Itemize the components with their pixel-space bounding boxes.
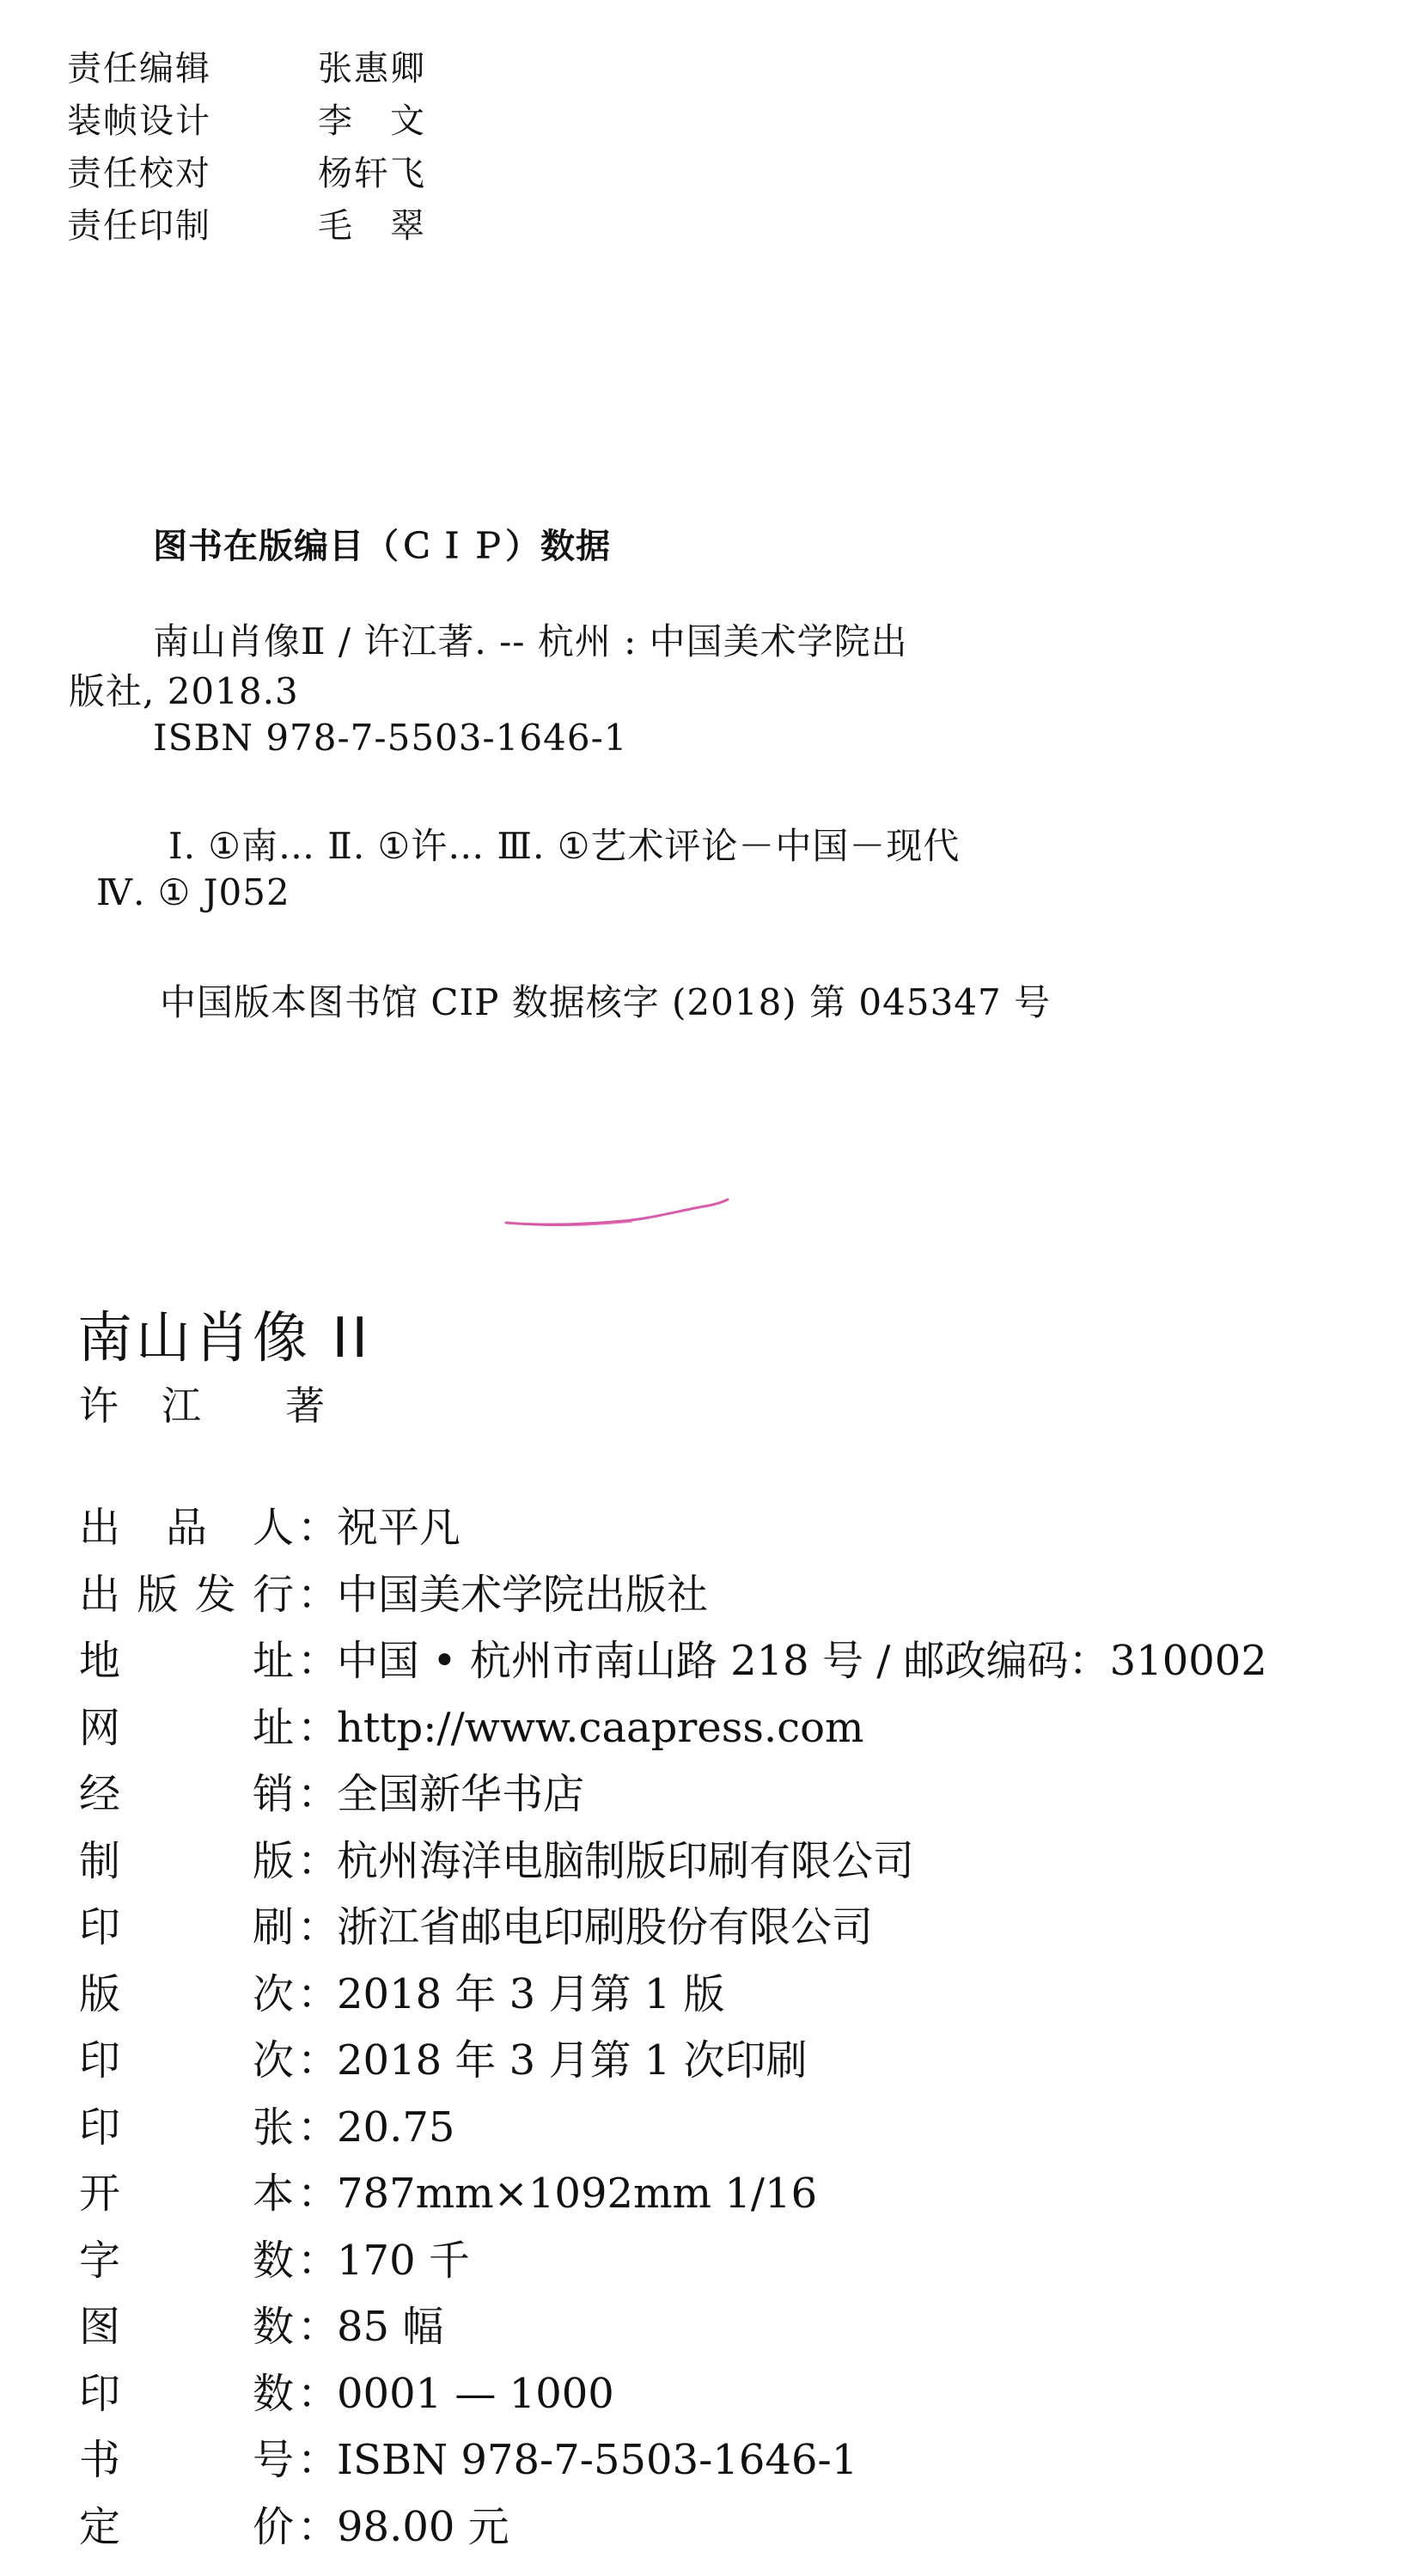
info-colon: ： (297, 2170, 339, 2218)
info-label-char: 数 (252, 2369, 294, 2418)
cip-entry-line-1: 南山肖像Ⅱ / 许江著. -- 杭州 : 中国美术学院出 (153, 620, 908, 662)
info-label-char: 人 (252, 1504, 294, 1552)
info-value: 0001 — 1000 (337, 2369, 614, 2418)
cip-heading: 图书在版编目（ＣＩＰ）数据 (153, 527, 611, 566)
info-label-char: 网 (79, 1703, 121, 1752)
credit-role: 装帧设计 (67, 101, 211, 141)
info-value: 98.00 元 (337, 2502, 509, 2551)
info-label-char: 张 (252, 2103, 294, 2152)
info-label (79, 2028, 294, 2095)
info-value: 787mm×1092mm 1/16 (337, 2170, 818, 2218)
cip-classification-line-2: Ⅳ. ① J052 (96, 871, 290, 913)
info-label (79, 2427, 294, 2494)
info-colon: ： (297, 2303, 339, 2351)
cip-isbn-line: ISBN 978-7-5503-1646-1 (153, 717, 628, 759)
info-colon: ： (297, 1570, 339, 1619)
cip-entry-line-2: 版社, 2018.3 (69, 670, 299, 712)
credit-role: 责任印制 (67, 206, 211, 246)
info-label-char: 经 (79, 1770, 121, 1818)
credit-role: 责任校对 (67, 154, 211, 193)
info-colon: ： (297, 1903, 339, 1951)
info-label-char: 销 (252, 1770, 294, 1818)
info-label-char: 价 (252, 2502, 294, 2551)
info-label-char: 品 (165, 1504, 207, 1552)
info-value: 中国美术学院出版社 (337, 1570, 709, 1619)
credit-role: 责任编辑 (67, 49, 211, 89)
credit-name: 张惠卿 (318, 49, 426, 89)
info-label-char: 印 (79, 2369, 121, 2418)
info-value: 2018 年 3 月第 1 次印刷 (337, 2036, 808, 2085)
info-label-char: 行 (252, 1570, 294, 1619)
cip-verification-number: 中国版本图书馆 CIP 数据核字 (2018) 第 045347 号 (160, 981, 1052, 1023)
info-label-char: 号 (252, 2436, 294, 2484)
info-value: 170 千 (337, 2236, 470, 2285)
info-label-char: 次 (252, 1969, 294, 2018)
info-label (79, 1695, 294, 1762)
book-author: 许 江 著 (79, 1383, 326, 1429)
info-label-char: 书 (79, 2436, 121, 2484)
cip-classification-line-1: Ⅰ. ①南… Ⅱ. ①许… Ⅲ. ①艺术评论－中国－现代 (168, 825, 961, 867)
info-label-char: 图 (79, 2303, 121, 2351)
info-label (79, 1828, 294, 1895)
info-label (79, 1628, 294, 1695)
info-colon: ： (297, 2236, 339, 2285)
info-value: 全国新华书店 (337, 1770, 585, 1818)
info-label (79, 1895, 294, 1962)
info-colon: ： (297, 2436, 339, 2484)
info-label (79, 1761, 294, 1828)
info-value: 20.75 (337, 2103, 455, 2152)
info-label-char: 址 (252, 1703, 294, 1752)
info-colon: ： (297, 2036, 339, 2085)
info-label (79, 2361, 294, 2428)
info-colon: ： (297, 1836, 339, 1885)
info-colon: ： (297, 1770, 339, 1818)
info-label (79, 2095, 294, 2162)
info-label-char: 次 (252, 2036, 294, 2085)
info-colon: ： (297, 2369, 339, 2418)
info-label-char: 数 (252, 2303, 294, 2351)
pen-stroke-mark (503, 1190, 730, 1233)
info-label-char: 制 (79, 1836, 121, 1885)
info-colon: ： (297, 2103, 339, 2152)
info-label-char: 出 (79, 1504, 121, 1552)
info-colon: ： (297, 1637, 339, 1685)
info-colon: ： (297, 1703, 339, 1752)
info-label-char: 地 (79, 1637, 121, 1685)
info-value: 祝平凡 (337, 1504, 461, 1552)
info-label-char: 定 (79, 2502, 121, 2551)
info-label (79, 2294, 294, 2361)
info-label-char: 印 (79, 1903, 121, 1951)
info-label-char: 数 (252, 2236, 294, 2285)
credit-name: 李 文 (318, 101, 426, 141)
info-label (79, 2494, 294, 2561)
info-label-char: 版 (79, 1969, 121, 2018)
info-label-char: 版 (252, 1836, 294, 1885)
info-label (79, 2161, 294, 2228)
info-label (79, 1562, 294, 1629)
info-value: 2018 年 3 月第 1 版 (337, 1969, 725, 2018)
info-colon: ： (297, 2502, 339, 2551)
info-label-char: 发 (194, 1570, 236, 1619)
info-colon: ： (297, 1504, 339, 1552)
info-label (79, 1495, 294, 1562)
info-label-char: 版 (137, 1570, 179, 1619)
info-label-char: 印 (79, 2036, 121, 2085)
info-label-char: 字 (79, 2236, 121, 2285)
book-title: 南山肖像 II (77, 1307, 372, 1370)
info-value: 85 幅 (337, 2303, 444, 2351)
pen-stroke-path (506, 1199, 728, 1224)
info-value: 浙江省邮电印刷股份有限公司 (337, 1903, 874, 1951)
info-label-char: 址 (252, 1637, 294, 1685)
info-label (79, 1962, 294, 2029)
credit-name: 杨轩飞 (318, 154, 426, 193)
info-label-char: 印 (79, 2103, 121, 2152)
info-value: 中国 • 杭州市南山路 218 号 / 邮政编码：310002 (337, 1637, 1267, 1685)
credit-name: 毛 翠 (318, 206, 426, 246)
info-label (79, 2228, 294, 2295)
info-label-char: 刷 (252, 1903, 294, 1951)
info-value: 杭州海洋电脑制版印刷有限公司 (337, 1836, 915, 1885)
info-label-char: 出 (79, 1570, 121, 1619)
info-value: ISBN 978-7-5503-1646-1 (337, 2436, 858, 2484)
info-value: http://www.caapress.com (337, 1703, 864, 1752)
info-label-char: 开 (79, 2170, 121, 2218)
info-colon: ： (297, 1969, 339, 2018)
info-label-char: 本 (252, 2170, 294, 2218)
